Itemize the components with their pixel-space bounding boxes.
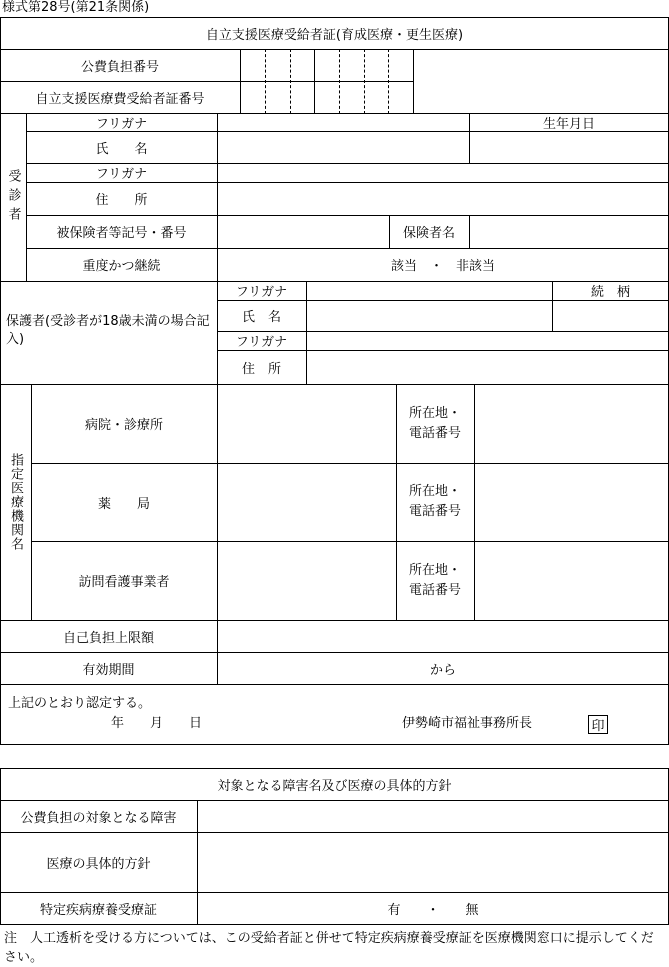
insurer-name-label: 保険者名 (402, 226, 455, 241)
disability-label: 公費負担の対象となる障害 (20, 810, 177, 826)
copay-limit-label: 自己負担上限額 (62, 630, 154, 646)
pharmacy-location-phone-label: 所在地・ 電話番号 (408, 484, 461, 519)
patient-group-label: 受診者 (5, 168, 21, 226)
birthdate-label: 生年月日 (542, 116, 595, 132)
institutions-group-label: 指定医療機関名 (8, 453, 23, 551)
recipient-cert-number-label: 自立支援医療費受給者証番号 (35, 91, 205, 107)
office-name: 伊勢崎市福祉事務所長 (402, 716, 533, 731)
seal-mark: 印 (588, 715, 608, 734)
patient-address-label: 住 所 (95, 193, 148, 208)
validity-from: から (429, 662, 456, 678)
nursing-location-phone-label: 所在地・ 電話番号 (408, 562, 461, 598)
severe-continuing-label: 重度かつ継続 (82, 259, 161, 274)
hospital-label: 病院・診療所 (84, 418, 163, 433)
form-number: 様式第28号(第21条関係) (2, 0, 150, 15)
nursing-label: 訪問看護事業者 (78, 575, 170, 590)
applicable-options: 該当 ・ 非該当 (390, 259, 495, 274)
guardian-address-furigana-label: フリガナ (235, 335, 288, 350)
pharmacy-label: 薬 局 (97, 496, 150, 512)
patient-address-furigana-label: フリガナ (95, 167, 148, 182)
certification-date: 年 月 日 (111, 716, 203, 731)
specific-disease-label: 特定疾病療養受療証 (39, 902, 157, 918)
relationship-label: 続 柄 (590, 285, 630, 300)
yes-no-options: 有 ・ 無 (387, 902, 479, 918)
hospital-location-phone-label: 所在地・ 電話番号 (408, 405, 461, 441)
guardian-label: 保護者(受診者が18歳未満の場合記入) (6, 314, 210, 347)
guardian-address-label: 住 所 (241, 361, 281, 377)
section2-title: 対象となる障害名及び医療の具体的方針 (217, 778, 452, 794)
form-title: 自立支援医療受給者証(育成医療・更生医療) (205, 27, 464, 43)
validity-label: 有効期間 (82, 662, 135, 678)
insurance-number-label: 被保険者等記号・番号 (56, 226, 187, 241)
policy-label: 医療の具体的方針 (46, 856, 151, 872)
footnote: 注 人工透析を受ける方については、この受給者証と併せて特定疾病療養受療証を医療機関窓口に提示してください。 (4, 931, 654, 965)
certification-statement: 上記のとおり認定する。 (8, 696, 152, 711)
patient-name-label: 氏 名 (95, 141, 148, 157)
guardian-furigana-label: フリガナ (235, 285, 288, 300)
patient-furigana-label: フリガナ (95, 116, 148, 132)
guardian-name-label: 氏 名 (241, 310, 281, 325)
public-burden-number-label: 公費負担番号 (80, 59, 159, 75)
